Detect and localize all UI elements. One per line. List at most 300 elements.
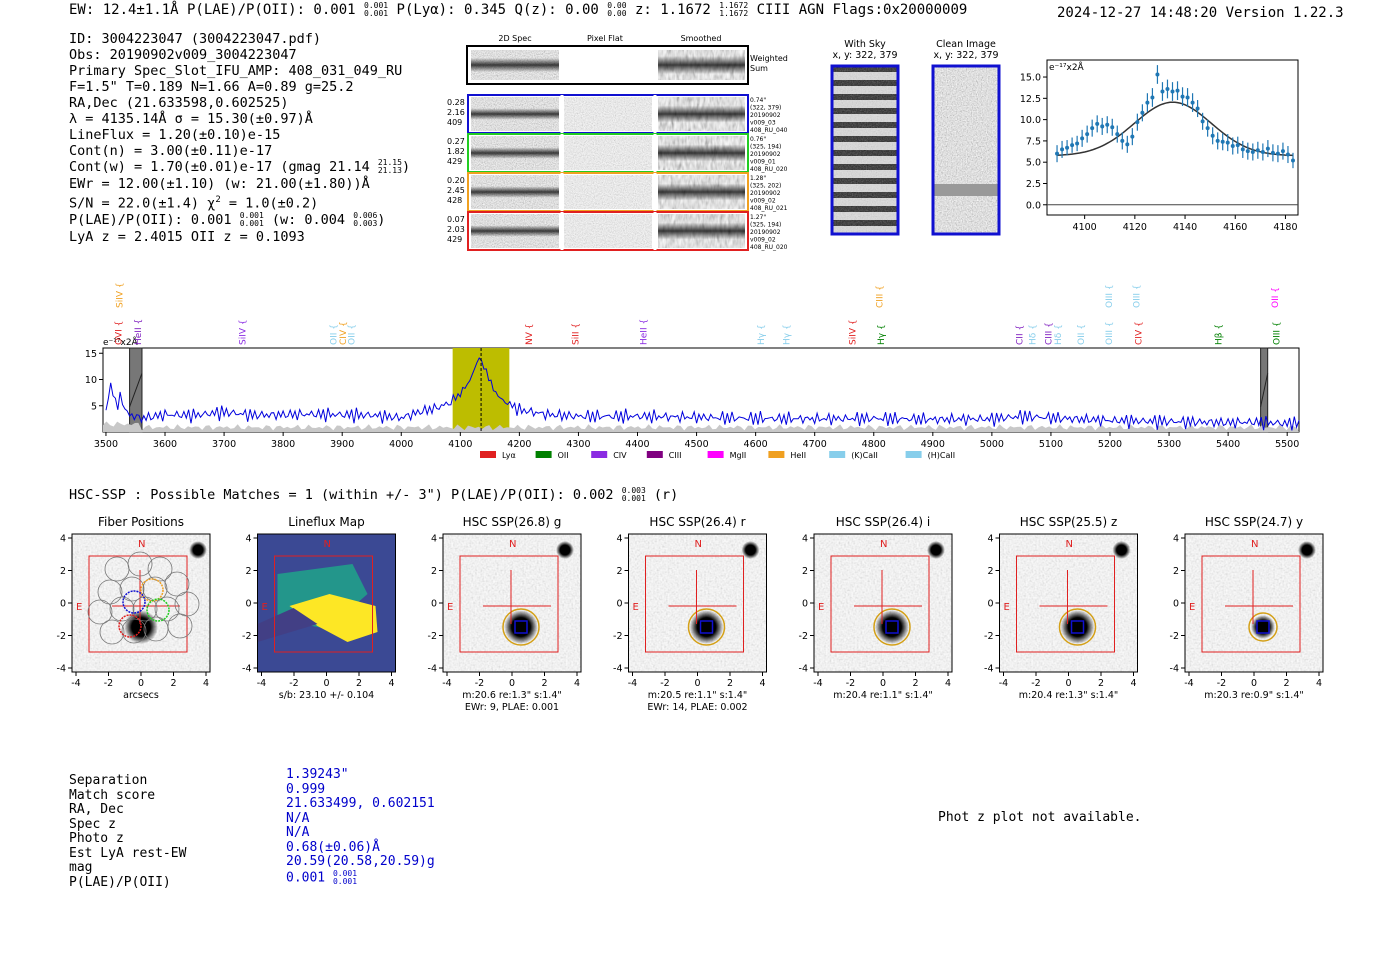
line-marker-label: OIII {: [1132, 284, 1143, 308]
legend-swatch: [536, 451, 552, 458]
data-point: [1090, 126, 1094, 130]
compass-east: E: [447, 602, 454, 613]
panel-xlabel: arcsecs: [123, 690, 159, 701]
match-label: Spec z: [69, 816, 116, 832]
line-marker-label: OIII {: [1104, 284, 1115, 308]
x-tick-label: 3600: [152, 439, 178, 450]
x-tick-label: 5500: [1275, 439, 1300, 450]
match-value: 0.999: [286, 781, 326, 797]
cutout-row-stat: 429: [447, 157, 463, 166]
data-point: [1115, 132, 1119, 136]
y-tick-label: 4: [987, 533, 994, 545]
info-line: P(LAE)/P(OII): 0.001 0.001 0.001 (w: 0.004 0.006 0.003): [69, 210, 386, 228]
panel-title: HSC SSP(26.4) i: [835, 515, 931, 529]
y-tick-label: 0: [1172, 598, 1179, 610]
cutout-pixel-flat: [564, 136, 652, 170]
data-point: [1271, 151, 1275, 155]
clean-image: [933, 66, 999, 234]
clean-coords: x, y: 322, 379: [933, 50, 999, 61]
data-point: [1281, 149, 1285, 153]
match-value: N/A: [286, 825, 310, 840]
data-point: [1201, 119, 1205, 123]
match-value: 21.633499, 0.602151: [286, 796, 435, 811]
cutout-row-meta: 1.28": [750, 175, 767, 182]
panel-title: HSC SSP(26.8) g: [462, 515, 562, 529]
match-label: P(LAE)/P(OII): [69, 874, 171, 890]
legend-swatch: [768, 451, 784, 458]
y-tick-label: 2: [987, 566, 994, 577]
panel-xlabel: m:20.5 re:1.1" s:1.4": [647, 690, 748, 701]
data-point: [1160, 90, 1164, 94]
line-marker-label: CIV {: [1134, 321, 1145, 345]
y-tick-label: 0: [801, 598, 808, 610]
data-point: [1120, 139, 1124, 143]
target-source: [504, 610, 538, 644]
x-tick-label: 4180: [1273, 222, 1298, 233]
x-tick-label: -2: [1216, 678, 1227, 689]
line-marker-label: HeII {: [133, 318, 144, 345]
data-point: [1110, 125, 1114, 129]
panel-title: HSC SSP(24.7) y: [1204, 515, 1304, 529]
x-tick-label: 4: [573, 678, 581, 689]
data-point: [1291, 158, 1295, 162]
compass-north: N: [694, 539, 702, 550]
data-point: [1286, 153, 1290, 157]
x-tick-label: 3900: [330, 439, 355, 450]
imaging-panels: [50, 510, 1350, 725]
imaging-panel: [613, 515, 766, 713]
y-tick-label: 4: [616, 533, 623, 545]
cutout-row-stat: 429: [447, 235, 463, 244]
compass-east: E: [1003, 602, 1010, 613]
cutout-pixel-flat: [564, 214, 652, 248]
line-marker-label: NV {: [524, 323, 535, 345]
match-value: 0.68(±0.06)Å: [286, 839, 380, 855]
compass-east: E: [76, 602, 83, 613]
legend-swatch: [647, 451, 663, 458]
x-tick-label: 2: [912, 678, 919, 689]
compass-north: N: [1251, 539, 1259, 550]
data-point: [1085, 132, 1089, 136]
data-point: [1186, 95, 1190, 99]
x-tick-label: 4140: [1172, 222, 1198, 233]
data-point: [1105, 123, 1109, 127]
line-marker-label: SiII {: [571, 322, 582, 345]
legend-swatch: [591, 451, 607, 458]
panel-xlabel: m:20.3 re:0.9" s:1.4": [1204, 690, 1304, 701]
x-tick-label: 4500: [684, 439, 709, 450]
line-marker-label: SiIV {: [238, 319, 249, 345]
x-tick-label: -2: [474, 678, 485, 689]
compass-north: N: [323, 539, 331, 550]
y-tick-label: -2: [242, 631, 252, 642]
cutout-row-meta: 20190902: [750, 151, 781, 158]
data-point: [1191, 101, 1195, 105]
x-tick-label: 5300: [1156, 439, 1182, 450]
legend-label: HeII: [790, 451, 807, 460]
match-values: [286, 768, 435, 886]
cutout-row-stat: 2.16: [447, 108, 465, 117]
x-tick-label: 4900: [920, 439, 945, 450]
x-tick-label: -2: [103, 678, 114, 689]
line-marker-label: Hγ {: [876, 324, 887, 345]
data-point: [1231, 144, 1235, 148]
data-point: [1181, 95, 1185, 99]
cutout-row-stat: 409: [447, 118, 463, 127]
x-tick-label: 2: [726, 678, 734, 689]
y-tick-label: 5: [90, 401, 97, 413]
x-tick-label: 3500: [93, 439, 119, 450]
imaging-panel: [1170, 515, 1323, 701]
cutout-row-meta: (322, 379): [750, 104, 782, 112]
y-tick-label: -2: [798, 631, 808, 642]
cutout-pixel-flat: [564, 97, 652, 131]
data-point: [1221, 140, 1225, 144]
cutout-row-meta: (325, 202): [750, 182, 782, 190]
x-tick-label: 4: [944, 678, 952, 689]
match-labels: [69, 774, 186, 890]
x-tick-label: 4100: [1072, 222, 1097, 233]
x-tick-label: 0: [694, 678, 701, 689]
data-point: [1251, 150, 1255, 154]
y-tick-label: 0: [987, 598, 994, 610]
cutout-row-meta: 1.27": [750, 214, 767, 221]
x-tick-label: 5200: [1097, 439, 1123, 450]
x-tick-label: -2: [1031, 678, 1041, 689]
cutout-row-meta: v009_01: [750, 158, 776, 166]
info-line: LyA z = 2.4015 OII z = 0.1093: [69, 228, 305, 245]
line-marker-label: OII {: [1270, 287, 1281, 308]
x-tick-label: 4: [759, 678, 766, 689]
spectrum-unit-label: e⁻¹⁷x2Å: [103, 338, 138, 348]
info-line: S/N = 22.0(±1.4) $\chi^2 = 1.0(\pm 0.2)$: [69, 195, 319, 212]
compass-north: N: [880, 539, 888, 550]
x-tick-label: 0: [1065, 678, 1072, 689]
x-tick-label: 0: [323, 678, 330, 689]
star: [742, 541, 760, 559]
y-tick-label: 7.5: [1025, 136, 1041, 148]
cutout-row-meta: v009_02: [750, 236, 776, 244]
target-source: [690, 610, 724, 644]
y-tick-label: 0: [430, 598, 437, 610]
cutout-row-meta: 0.74": [750, 97, 767, 104]
data-point: [1130, 135, 1134, 139]
spectrum-legend: [480, 451, 955, 460]
y-tick-label: 4: [430, 533, 437, 545]
line-marker-label: SiIV {: [848, 319, 859, 345]
x-tick-label: -2: [660, 678, 670, 689]
data-point: [1266, 147, 1270, 151]
y-tick-label: -4: [56, 663, 66, 675]
full-spectrum-chart: [60, 270, 1310, 465]
y-tick-label: -4: [984, 663, 994, 675]
x-tick-label: 4400: [625, 439, 650, 450]
line-marker-label: Hγ {: [782, 324, 793, 345]
data-point: [1276, 152, 1280, 156]
imaging-panel: [428, 515, 581, 713]
y-tick-label: 10: [84, 375, 97, 386]
legend-swatch: [906, 451, 922, 458]
imaging-panel: [242, 515, 395, 701]
cutout-row-meta: v009_02: [750, 197, 776, 205]
legend-swatch: [480, 451, 496, 458]
y-tick-label: 2: [1172, 566, 1179, 577]
x-tick-label: 4160: [1223, 222, 1248, 233]
line-marker-label: OVI {: [114, 320, 125, 345]
match-label: Photo z: [69, 831, 124, 846]
data-point: [1261, 150, 1265, 154]
x-tick-label: -4: [71, 678, 81, 689]
line-marker-label: CIII {: [875, 285, 886, 308]
line-marker-label: CII {: [1015, 324, 1026, 345]
data-point: [1165, 87, 1169, 91]
clean-title: Clean Image: [936, 39, 996, 50]
sky-title: With Sky: [844, 39, 886, 50]
imaging-panel: [984, 515, 1137, 701]
x-tick-label: -4: [1184, 678, 1194, 689]
line-marker-label: CIII {: [1044, 322, 1055, 345]
info-line: Primary Spec_Slot_IFU_AMP: 408_031_049_RU: [69, 63, 403, 79]
cutout-row-stat: 2.03: [447, 225, 465, 234]
line-marker-label: OIII {: [1272, 321, 1283, 345]
x-tick-label: 4: [202, 678, 210, 689]
legend-label: MgII: [729, 451, 747, 460]
y-tick-label: -4: [1169, 663, 1179, 675]
data-point: [1100, 124, 1104, 128]
data-point: [1135, 120, 1139, 124]
data-point: [1125, 142, 1129, 146]
y-tick-label: 4: [801, 533, 808, 545]
star: [1113, 541, 1131, 559]
cutout-row-stat: 0.07: [447, 215, 465, 224]
detection-info: [69, 31, 410, 245]
y-tick-label: 4: [1172, 533, 1179, 545]
x-tick-label: 0: [137, 678, 145, 689]
panel-title: HSC SSP(26.4) r: [649, 515, 746, 529]
data-point: [1145, 101, 1149, 105]
line-marker-label: Hβ {: [1214, 323, 1225, 345]
x-tick-label: 4300: [566, 439, 591, 450]
x-tick-label: 4: [1315, 678, 1323, 689]
x-tick-label: 2: [1097, 678, 1105, 689]
y-tick-label: -4: [613, 663, 623, 675]
y-tick-label: -4: [242, 663, 252, 675]
data-point: [1065, 146, 1069, 150]
data-point: [1055, 152, 1059, 156]
data-point: [1176, 89, 1180, 93]
line-marker-label: Hδ {: [1028, 324, 1039, 345]
y-tick-label: 15.0: [1019, 72, 1041, 84]
cutout-row-meta: 20190902: [750, 190, 781, 197]
header-timestamp-version: 2024-12-27 14:48:20 Version 1.22.3: [1057, 5, 1344, 21]
y-tick-label: 2: [616, 566, 623, 577]
y-tick-label: 0: [245, 598, 252, 610]
legend-label: Lyα: [502, 451, 516, 460]
data-point: [1155, 72, 1159, 76]
x-tick-label: -4: [813, 678, 823, 689]
compass-north: N: [509, 539, 517, 550]
x-tick-label: 3800: [271, 439, 296, 450]
panel-line2: EWr: 9, PLAE: 0.001: [464, 702, 560, 713]
compass-east: E: [818, 602, 825, 613]
with-sky-image: [832, 66, 898, 234]
cutout-row-stat: 0.28: [447, 98, 465, 107]
imaging-panel: [57, 515, 210, 701]
match-label: mag: [69, 860, 93, 875]
legend-label: CIII: [668, 451, 682, 460]
star: [556, 541, 574, 559]
imaging-panel: [799, 515, 952, 701]
cutout-row-meta: 408_RU_040: [750, 127, 788, 134]
x-tick-label: 5000: [979, 439, 1004, 450]
legend-label: CIV: [613, 451, 627, 460]
panel-title: HSC SSP(25.5) z: [1019, 515, 1118, 529]
y-tick-label: 10.0: [1019, 115, 1041, 127]
x-tick-label: 2: [1283, 678, 1290, 689]
line-fit-chart: [1000, 52, 1320, 237]
x-tick-label: 3700: [211, 439, 237, 450]
photz-message: Phot z plot not available.: [938, 810, 1142, 825]
cutout-col-title: Pixel Flat: [587, 34, 623, 43]
data-point: [1256, 148, 1260, 152]
cutout-row-meta: (325, 194): [750, 143, 782, 151]
star: [1298, 541, 1316, 559]
cutout-row-stat: 428: [447, 196, 463, 205]
y-tick-label: 0: [616, 598, 623, 610]
info-line: F=1.5" T=0.189 N=1.66 A=0.89 g=25.2: [69, 79, 354, 95]
match-value: 1.39243": [286, 767, 349, 782]
cutout-image: [72, 534, 210, 672]
panel-title: Fiber Positions: [97, 515, 185, 529]
cutout-row-meta: 408_RU_021: [750, 205, 788, 212]
panel-xlabel: s/b: 23.10 +/- 0.104: [278, 690, 375, 701]
data-point: [1080, 136, 1084, 140]
info-line: Cont(n) = 3.00(±0.11)e-17: [69, 143, 273, 159]
line-marker-label: HeII {: [639, 318, 650, 345]
sky-coords: x, y: 322, 379: [832, 50, 898, 61]
y-tick-label: -2: [984, 631, 994, 642]
cutout-row-meta: 408_RU_020: [750, 244, 788, 251]
data-point: [1196, 107, 1200, 111]
data-point: [1216, 139, 1220, 143]
data-point: [1060, 147, 1064, 151]
data-point: [1246, 149, 1250, 153]
data-point: [1241, 147, 1245, 151]
x-tick-label: 4: [1130, 678, 1137, 689]
y-tick-label: 15: [84, 348, 97, 360]
legend-swatch: [829, 451, 845, 458]
x-tick-label: 4200: [507, 439, 532, 450]
y-tick-label: -2: [56, 631, 66, 642]
compass-east: E: [1189, 602, 1196, 613]
x-tick-label: 0: [879, 678, 887, 689]
x-tick-label: 4800: [861, 439, 886, 450]
compass-east: E: [632, 602, 639, 613]
x-tick-label: 4: [388, 678, 395, 689]
data-point: [1226, 141, 1230, 145]
y-tick-label: 0: [59, 598, 66, 610]
match-value: 0.001 0.001 0.001: [286, 868, 358, 886]
x-tick-label: 0: [1250, 678, 1258, 689]
info-line: ID: 3004223047 (3004223047.pdf): [69, 31, 321, 47]
data-point: [1206, 126, 1210, 130]
legend-label: OII: [557, 451, 569, 460]
match-label: RA, Dec: [69, 802, 124, 817]
cutout-rows: [447, 95, 788, 251]
cutout-row-meta: (325, 194): [750, 221, 782, 229]
info-line: EWr = 12.00(±1.10) (w: 21.00(±1.80))Å: [69, 176, 370, 192]
cutout-row-meta: v009_03: [750, 119, 776, 127]
compass-east: E: [261, 602, 268, 613]
panel-title: Lineflux Map: [288, 515, 365, 529]
cutout-row-stat: 2.45: [447, 186, 465, 195]
sky-panels: [820, 34, 1010, 239]
y-tick-label: 2: [245, 566, 252, 577]
x-tick-label: 4100: [448, 439, 473, 450]
panel-xlabel: m:20.4 re:1.3" s:1.4": [1018, 690, 1119, 701]
x-tick-label: 4700: [802, 439, 827, 450]
data-point: [1150, 95, 1154, 99]
fit-unit-label: e⁻¹⁷x2Å: [1049, 63, 1084, 73]
x-tick-label: 5400: [1216, 439, 1241, 450]
match-label: Est LyA rest-EW: [69, 845, 187, 861]
star: [927, 541, 945, 559]
y-tick-label: 2: [59, 566, 66, 577]
cutout-col-title: Smoothed: [680, 34, 722, 43]
x-tick-label: 2: [541, 678, 548, 689]
y-tick-label: 4: [245, 533, 252, 545]
panel-xlabel: m:20.6 re:1.3" s:1.4": [462, 690, 562, 701]
data-point: [1171, 90, 1175, 94]
y-tick-label: -4: [798, 663, 808, 675]
panel-line2: EWr: 14, PLAE: 0.002: [647, 702, 748, 713]
line-marker-label: OII {: [347, 324, 358, 345]
data-point: [1075, 141, 1079, 145]
x-tick-label: -4: [256, 678, 267, 689]
target-source: [875, 610, 909, 644]
cutout-panel: [440, 30, 800, 260]
y-tick-label: 2: [801, 566, 808, 577]
x-tick-label: 2: [170, 678, 177, 689]
cutout-row-meta: 20190902: [750, 112, 781, 119]
line-marker-label: Hγ {: [756, 324, 767, 345]
data-point: [1236, 143, 1240, 147]
line-marker-label: OII {: [329, 324, 340, 345]
hsc-header: HSC-SSP : Possible Matches = 1 (within +/- 3") P(LAE)/P(OII): 0.002 0.003 0.001 (r): [69, 486, 679, 503]
data-point: [1140, 111, 1144, 115]
star: [189, 541, 207, 559]
x-tick-label: 2: [355, 678, 363, 689]
compass-north: N: [138, 539, 146, 550]
x-tick-label: -4: [998, 678, 1009, 689]
y-tick-label: -4: [427, 663, 437, 675]
cutout-row-meta: 408_RU_020: [750, 166, 788, 173]
line-marker-label: OIII {: [1104, 321, 1115, 345]
cutout-pixel-flat: [564, 175, 652, 209]
info-line: LineFlux = 1.20(±0.10)e-15: [69, 127, 281, 143]
y-tick-label: 5.0: [1025, 157, 1041, 169]
legend-label: (H)CaII: [927, 451, 956, 460]
cutout-row-stat: 1.82: [447, 147, 465, 156]
weighted-sum-label-2: Sum: [750, 64, 768, 73]
y-tick-label: 12.5: [1019, 93, 1041, 105]
header-summary: EW: 12.4±1.1Å P(LAE)/P(OII): 0.001 0.001 0.001 P(Lyα): 0.345 Q(z): 0.00 0.00 0.00 z: 1.1672 1.1672 1.1672 CIII AGN Flags:0x20000009: [69, 1, 968, 18]
cutout-row-meta: 0.76": [750, 136, 767, 143]
x-tick-label: 0: [508, 678, 516, 689]
target-source: [1251, 615, 1275, 639]
y-tick-label: -2: [427, 631, 437, 642]
y-tick-label: 2.5: [1025, 178, 1041, 190]
